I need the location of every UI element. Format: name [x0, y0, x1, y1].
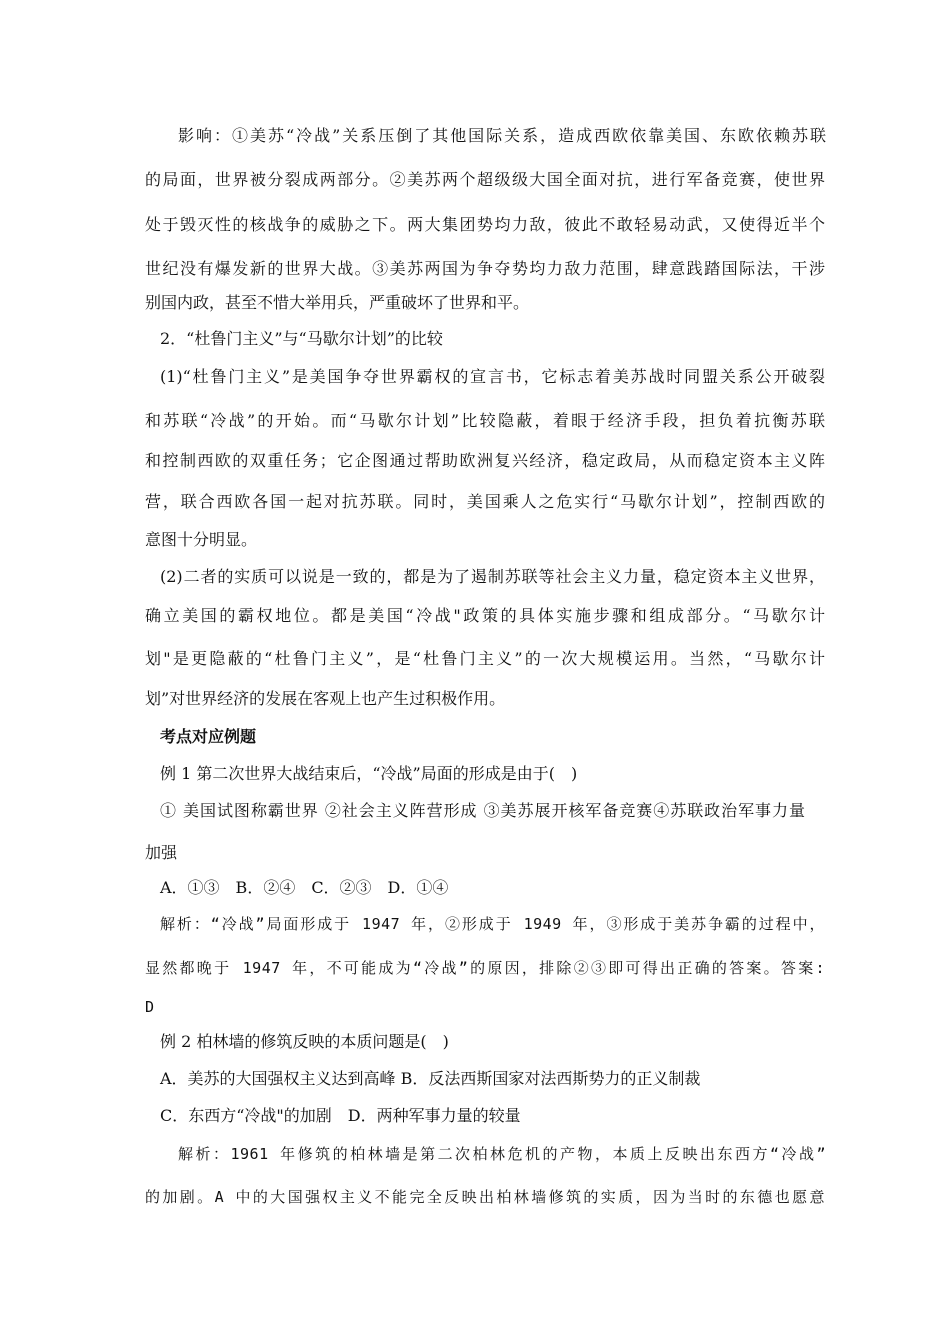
example-1-analysis-line-2: 显然都晚于 1947 年，不可能成为“冷战”的原因，排除②③即可得出正确的答案。答案:: [145, 959, 825, 977]
example-2-options-row-2: C．东西方“冷战"的加剧 D．两种军事力量的较量: [160, 1106, 521, 1125]
comparison-p2-line-3: 划"是更隐蔽的“杜鲁门主义”，是“杜鲁门主义”的一次大规模运用。当然，“马歇尔计: [145, 649, 825, 668]
example-2-analysis-line-2: 的加剧。A 中的大国强权主义不能完全反映出柏林墙修筑的实质，因为当时的东德也愿意: [145, 1188, 825, 1206]
example-1-question: 例 1 第二次世界大战结束后，“冷战”局面的形成是由于( ): [160, 764, 578, 783]
comparison-p2-line-2: 确立美国的霸权地位。都是美国“冷战"政策的具体实施步骤和组成部分。“马歇尔计: [145, 606, 825, 625]
impact-paragraph-line-5: 别国内政，甚至不惜大举用兵，严重破坏了世界和平。: [145, 293, 530, 312]
section-heading-examples: 考点对应例题: [160, 727, 257, 746]
example-1-answer: D: [145, 998, 155, 1016]
example-2-analysis-line-1: 解析：1961 年修筑的柏林墙是第二次柏林危机的产物，本质上反映出东西方“冷战”: [178, 1145, 826, 1163]
comparison-p2-line-4: 划”对世界经济的发展在客观上也产生过积极作用。: [145, 689, 506, 708]
comparison-p1-line-4: 营，联合西欧各国一起对抗苏联。同时，美国乘人之危实行“马歇尔计划”，控制西欧的: [145, 492, 825, 511]
impact-paragraph-line-2: 的局面，世界被分裂成两部分。②美苏两个超级级大国全面对抗，进行军备竞赛，使世界: [145, 170, 825, 189]
comparison-p1-line-3: 和控制西欧的双重任务；它企图通过帮助欧洲复兴经济，稳定政局，从而稳定资本主义阵: [145, 451, 825, 470]
example-1-statements-cont: 加强: [145, 843, 178, 862]
impact-paragraph-line-3: 处于毁灭性的核战争的威胁之下。两大集团势均力敌，彼此不敢轻易动武，又使得近半个: [145, 215, 825, 234]
section-heading-comparison: 2．“杜鲁门主义”与“马歇尔计划”的比较: [160, 329, 443, 348]
example-1-options: A．①③ B．②④ C．②③ D．①④: [160, 878, 449, 897]
impact-paragraph-line-4: 世纪没有爆发新的世界大战。③美苏两国为争夺势均力敌力范围，肆意践踏国际法，干涉: [145, 259, 825, 278]
comparison-p1-line-1: (1)“杜鲁门主义”是美国争夺世界霸权的宣言书，它标志着美苏战时同盟关系公开破裂: [160, 367, 825, 386]
example-2-question: 例 2 柏林墙的修筑反映的本质问题是( ): [160, 1032, 449, 1051]
impact-paragraph-line-1: 影响：①美苏“冷战”关系压倒了其他国际关系，造成西欧依靠美国、东欧依赖苏联: [178, 126, 826, 145]
example-2-options-row-1: A．美苏的大国强权主义达到高峰 B．反法西斯国家对法西斯势力的正义制裁: [160, 1069, 701, 1088]
comparison-p1-line-5: 意图十分明显。: [145, 530, 258, 549]
example-1-statements: ① 美国试图称霸世界 ②社会主义阵营形成 ③美苏展开核军备竞赛④苏联政治军事力量: [160, 801, 805, 820]
comparison-p1-line-2: 和苏联“冷战”的开始。而“马歇尔计划”比较隐蔽，着眼于经济手段，担负着抗衡苏联: [145, 411, 825, 430]
example-1-analysis-line-1: 解析：“冷战”局面形成于 1947 年，②形成于 1949 年，③形成于美苏争霸的过程中，: [160, 915, 825, 933]
comparison-p2-line-1: (2)二者的实质可以说是一致的，都是为了遏制苏联等社会主义力量，稳定资本主义世界，: [160, 567, 825, 586]
